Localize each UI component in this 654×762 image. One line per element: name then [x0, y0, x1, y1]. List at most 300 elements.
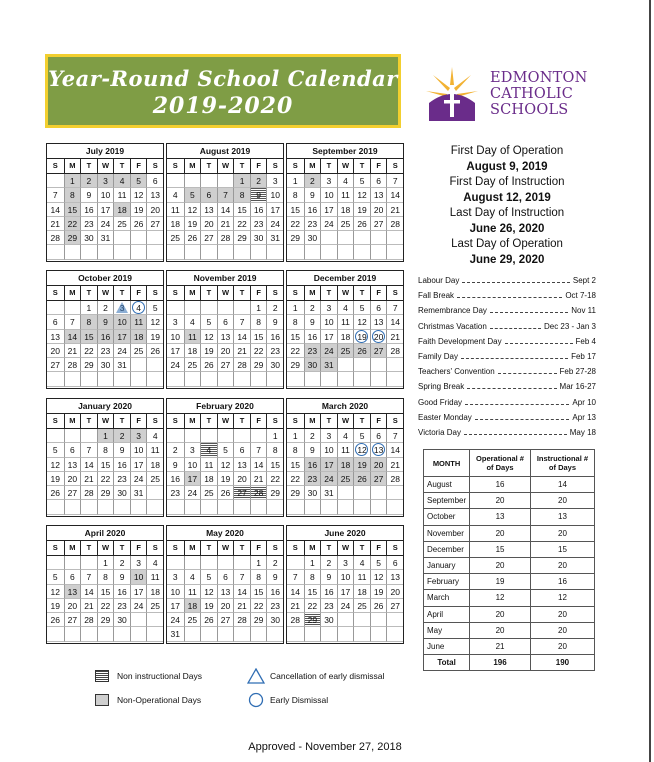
day-cell: 28: [287, 613, 304, 627]
empty-cell: [184, 627, 201, 641]
day-cell: 25: [146, 472, 163, 486]
day-cell: 11: [200, 458, 217, 472]
month-calendar: [166, 270, 284, 389]
empty-cell: [386, 486, 403, 500]
day-cell: 3: [337, 556, 354, 570]
weekday-label: T: [113, 541, 130, 555]
leader-line: [490, 312, 568, 313]
empty-cell: [200, 245, 217, 259]
month-calendar: [46, 270, 164, 389]
day-cell: 22: [233, 217, 250, 231]
empty-cell: [304, 627, 321, 641]
weekday-label: W: [337, 414, 354, 428]
day-cell: 27: [146, 217, 163, 231]
count-cell: 20: [530, 525, 594, 541]
empty-cell: [146, 358, 163, 372]
empty-cell: [233, 556, 250, 570]
day-cell: 2: [304, 174, 321, 188]
column-header: Instructional # of Days: [530, 450, 594, 477]
empty-cell: [80, 429, 97, 443]
day-cell: 20: [64, 599, 81, 613]
day-cell: 2: [320, 556, 337, 570]
weekday-label: S: [266, 159, 283, 173]
day-cell: 27: [370, 472, 387, 486]
weekday-label: S: [266, 414, 283, 428]
day-cell: 31: [97, 231, 114, 245]
event-row: [418, 382, 596, 397]
day-cell: 13: [370, 443, 387, 457]
count-cell: 20: [530, 622, 594, 638]
weekday-label: T: [113, 286, 130, 300]
weekday-label: S: [52, 543, 58, 552]
empty-cell: [80, 372, 97, 386]
day-cell: 27: [370, 344, 387, 358]
empty-cell: [130, 613, 147, 627]
empty-cell: [353, 231, 370, 245]
day-cell: 2: [80, 174, 97, 188]
weekday-label: M: [304, 286, 321, 300]
count-cell: 15: [470, 541, 531, 557]
day-cell: 25: [337, 217, 354, 231]
day-cell: 29: [80, 358, 97, 372]
leader-line: [490, 328, 541, 329]
empty-cell: [97, 372, 114, 386]
empty-cell: [64, 500, 81, 514]
day-cell: 26: [353, 344, 370, 358]
day-cell: 5: [200, 315, 217, 329]
day-cell: 18: [337, 203, 354, 217]
event-row: [418, 291, 596, 306]
day-cell: 8: [250, 315, 267, 329]
day-cell: 5: [146, 301, 163, 315]
empty-cell: [130, 231, 147, 245]
day-cell: 18: [337, 330, 354, 344]
month-cell: June: [424, 638, 470, 654]
event-date: Mar 16-27: [559, 382, 596, 392]
empty-cell: [146, 245, 163, 259]
day-cell: 28: [386, 472, 403, 486]
day-cell: 4: [146, 429, 163, 443]
leader-line: [461, 358, 568, 359]
leader-line: [457, 297, 562, 298]
day-cell: 8: [80, 315, 97, 329]
count-cell: 16: [470, 477, 531, 493]
day-cell: 26: [370, 599, 387, 613]
day-cell: 7: [233, 570, 250, 584]
weekday-label: S: [172, 416, 178, 425]
day-cell: 27: [64, 613, 81, 627]
key-date-value: August 12, 2019: [463, 191, 551, 204]
key-date-label: Last Day of Operation: [451, 238, 563, 250]
day-cell: 19: [184, 217, 201, 231]
day-cell: 8: [304, 570, 321, 584]
day-cell: 22: [64, 217, 81, 231]
empty-cell: [287, 245, 304, 259]
day-cell: 10: [266, 188, 283, 202]
empty-cell: [80, 245, 97, 259]
day-cell: 24: [320, 472, 337, 486]
count-cell: 13: [470, 509, 531, 525]
weekday-header: [47, 286, 163, 301]
day-cell: 2: [266, 301, 283, 315]
empty-cell: [146, 627, 163, 641]
leader-line: [475, 419, 570, 420]
day-cell: 10: [320, 443, 337, 457]
event-date: Feb 4: [575, 336, 596, 346]
day-cell: 14: [386, 315, 403, 329]
weekday-label: M: [64, 414, 81, 428]
count-cell: 20: [470, 525, 531, 541]
day-cell: 30: [304, 358, 321, 372]
weekday-header: [167, 159, 283, 174]
day-cell: 9: [320, 570, 337, 584]
day-cell: 17: [113, 330, 130, 344]
weekday-label: S: [146, 159, 163, 173]
key-date-label: First Day of Operation: [450, 145, 564, 157]
day-cell: 18: [200, 472, 217, 486]
day-cell: 29: [304, 613, 321, 627]
day-cell: 20: [217, 599, 234, 613]
day-cell: 20: [47, 344, 64, 358]
count-cell: 20: [530, 606, 594, 622]
weekday-label: F: [370, 541, 387, 555]
day-grid: [167, 174, 283, 260]
day-cell: 1: [64, 174, 81, 188]
key-date-value: June 26, 2020: [469, 222, 545, 235]
day-cell: 28: [217, 231, 234, 245]
weekday-label: W: [97, 159, 114, 173]
day-cell: 8: [97, 443, 114, 457]
day-cell: 30: [250, 231, 267, 245]
day-cell: 22: [304, 599, 321, 613]
day-cell: 11: [113, 188, 130, 202]
day-cell: 28: [80, 486, 97, 500]
month-title: December 2019: [287, 271, 403, 286]
day-cell: 12: [353, 443, 370, 457]
day-cell: 26: [200, 358, 217, 372]
weekday-label: T: [233, 159, 250, 173]
weekday-label: S: [266, 541, 283, 555]
weekday-label: T: [113, 414, 130, 428]
event-row: [418, 306, 596, 321]
calendar-banner: [45, 54, 401, 128]
total-cell: 190: [530, 655, 594, 671]
empty-cell: [217, 301, 234, 315]
day-cell: 9: [304, 315, 321, 329]
weekday-label: T: [233, 541, 250, 555]
empty-cell: [167, 372, 184, 386]
day-cell: 28: [47, 231, 64, 245]
month-cell: February: [424, 574, 470, 590]
empty-cell: [200, 556, 217, 570]
day-cell: 8: [287, 443, 304, 457]
empty-cell: [233, 245, 250, 259]
empty-cell: [320, 500, 337, 514]
day-cell: 31: [320, 358, 337, 372]
day-cell: 17: [266, 203, 283, 217]
day-cell: 20: [233, 472, 250, 486]
day-cell: 18: [113, 203, 130, 217]
weekday-header: [287, 286, 403, 301]
day-cell: 20: [146, 203, 163, 217]
empty-cell: [184, 372, 201, 386]
month-calendar: [166, 143, 284, 262]
day-cell: 24: [97, 217, 114, 231]
day-cell: 18: [184, 344, 201, 358]
day-cell: 27: [370, 217, 387, 231]
legend-label: Non instructional Days: [117, 671, 203, 681]
empty-cell: [353, 358, 370, 372]
day-cell: 14: [47, 203, 64, 217]
day-cell: 30: [97, 358, 114, 372]
day-cell: 24: [130, 472, 147, 486]
month-calendar: [46, 398, 164, 517]
count-cell: 20: [470, 606, 531, 622]
day-cell: 11: [184, 330, 201, 344]
empty-cell: [320, 245, 337, 259]
day-cell: 6: [370, 429, 387, 443]
day-cell: 6: [370, 174, 387, 188]
legend-label: Non-Operational Days: [117, 695, 202, 705]
weekday-label: S: [172, 288, 178, 297]
empty-cell: [386, 500, 403, 514]
month-cell: November: [424, 525, 470, 541]
day-cell: 7: [217, 188, 234, 202]
empty-cell: [113, 231, 130, 245]
weekday-label: T: [353, 159, 370, 173]
day-cell: 8: [64, 188, 81, 202]
weekday-label: F: [130, 286, 147, 300]
day-cell: 5: [353, 301, 370, 315]
month-cell: August: [424, 477, 470, 493]
day-cell: 11: [146, 443, 163, 457]
non-operational-swatch: [95, 694, 109, 706]
day-cell: 7: [80, 443, 97, 457]
approval-note: Approved - November 27, 2018: [248, 741, 402, 753]
legend-item-non-instructional: [95, 670, 202, 682]
day-cell: 30: [320, 613, 337, 627]
empty-cell: [97, 627, 114, 641]
weekday-label: S: [146, 414, 163, 428]
legend-item-early-dismissal: [247, 692, 328, 708]
count-cell: 21: [470, 638, 531, 654]
weekday-label: S: [292, 543, 298, 552]
day-cell: 30: [113, 486, 130, 500]
legend-item-cancellation: [247, 668, 384, 684]
empty-cell: [130, 358, 147, 372]
day-cell: 24: [130, 599, 147, 613]
day-cell: 14: [250, 458, 267, 472]
legend-item-non-operational: [95, 694, 201, 706]
day-cell: 21: [80, 472, 97, 486]
weekday-label: T: [80, 286, 97, 300]
key-date-label: Last Day of Instruction: [449, 207, 565, 219]
day-cell: 4: [130, 301, 147, 315]
weekday-label: T: [233, 286, 250, 300]
day-cell: 15: [287, 458, 304, 472]
event-row: [418, 398, 596, 413]
table-row: [424, 606, 595, 622]
day-cell: 13: [47, 330, 64, 344]
month-calendar: [166, 525, 284, 644]
weekday-label: T: [233, 414, 250, 428]
day-cell: 1: [80, 301, 97, 315]
weekday-header: [287, 159, 403, 174]
day-cell: 11: [167, 203, 184, 217]
day-cell: 16: [113, 585, 130, 599]
weekday-label: W: [217, 286, 234, 300]
empty-cell: [250, 245, 267, 259]
day-cell: 15: [64, 203, 81, 217]
day-cell: 12: [200, 585, 217, 599]
empty-cell: [370, 486, 387, 500]
day-cell: 7: [250, 443, 267, 457]
day-cell: 23: [304, 472, 321, 486]
day-cell: 9: [304, 188, 321, 202]
day-cell: 14: [80, 458, 97, 472]
empty-cell: [47, 245, 64, 259]
day-cell: 13: [386, 570, 403, 584]
weekday-label: F: [250, 541, 267, 555]
weekday-label: M: [184, 159, 201, 173]
weekday-label: F: [130, 159, 147, 173]
empty-cell: [370, 245, 387, 259]
day-cell: 9: [113, 443, 130, 457]
weekday-label: S: [386, 541, 403, 555]
day-cell: 22: [287, 472, 304, 486]
day-cell: 5: [130, 174, 147, 188]
empty-cell: [353, 372, 370, 386]
weekday-label: T: [353, 286, 370, 300]
ecs-logo-icon: [423, 63, 481, 125]
banner-year: 2019-2020: [152, 93, 294, 119]
empty-cell: [250, 429, 267, 443]
day-cell: 17: [320, 458, 337, 472]
day-cell: 23: [266, 599, 283, 613]
table-row: [424, 477, 595, 493]
day-cell: 22: [97, 472, 114, 486]
weekday-label: W: [337, 541, 354, 555]
day-cell: 12: [217, 458, 234, 472]
day-cell: 9: [266, 570, 283, 584]
empty-cell: [370, 627, 387, 641]
count-cell: 14: [530, 477, 594, 493]
day-cell: 4: [184, 315, 201, 329]
day-cell: 1: [250, 556, 267, 570]
day-cell: 17: [167, 344, 184, 358]
empty-cell: [337, 486, 354, 500]
day-cell: 14: [386, 443, 403, 457]
ecs-logo: [423, 60, 593, 130]
day-cell: 27: [47, 358, 64, 372]
day-cell: 16: [266, 330, 283, 344]
empty-cell: [233, 429, 250, 443]
empty-cell: [167, 429, 184, 443]
day-cell: 18: [130, 330, 147, 344]
weekday-label: F: [250, 286, 267, 300]
empty-cell: [184, 429, 201, 443]
month-title: July 2019: [47, 144, 163, 159]
empty-cell: [370, 231, 387, 245]
day-cell: 7: [47, 188, 64, 202]
day-cell: 4: [353, 556, 370, 570]
day-cell: 29: [266, 486, 283, 500]
day-cell: 13: [217, 585, 234, 599]
day-cell: 19: [370, 585, 387, 599]
day-cell: 29: [287, 358, 304, 372]
empty-cell: [200, 500, 217, 514]
day-cell: 25: [200, 486, 217, 500]
empty-cell: [47, 429, 64, 443]
day-cell: 13: [233, 458, 250, 472]
day-cell: 14: [80, 585, 97, 599]
event-date: Feb 17: [571, 351, 596, 361]
weekday-label: F: [370, 286, 387, 300]
day-cell: 7: [386, 429, 403, 443]
day-cell: 6: [217, 315, 234, 329]
empty-cell: [184, 174, 201, 188]
month-title: November 2019: [167, 271, 283, 286]
weekday-header: [47, 159, 163, 174]
day-cell: 24: [184, 486, 201, 500]
event-date: Oct 7-18: [565, 291, 596, 301]
month-cell: April: [424, 606, 470, 622]
day-cell: 21: [64, 344, 81, 358]
day-grid: [167, 301, 283, 387]
empty-cell: [386, 358, 403, 372]
day-cell: 5: [47, 570, 64, 584]
count-cell: 20: [530, 493, 594, 509]
month-title: June 2020: [287, 526, 403, 541]
day-cell: 20: [200, 217, 217, 231]
day-cell: 23: [97, 344, 114, 358]
day-cell: 1: [233, 174, 250, 188]
day-cell: 23: [113, 472, 130, 486]
weekday-label: F: [370, 414, 387, 428]
day-cell: 1: [287, 429, 304, 443]
event-name: Victoria Day: [418, 427, 461, 437]
weekday-label: F: [370, 159, 387, 173]
day-cell: 28: [386, 344, 403, 358]
day-cell: 9: [80, 188, 97, 202]
empty-cell: [217, 245, 234, 259]
day-cell: 15: [97, 585, 114, 599]
weekday-label: F: [250, 414, 267, 428]
count-cell: 20: [530, 638, 594, 654]
day-cell: 22: [80, 344, 97, 358]
empty-cell: [353, 245, 370, 259]
event-name: Easter Monday: [418, 412, 472, 422]
empty-cell: [200, 372, 217, 386]
day-cell: 15: [304, 585, 321, 599]
day-cell: 15: [287, 330, 304, 344]
weekday-header: [287, 541, 403, 556]
weekday-label: S: [172, 543, 178, 552]
weekday-label: F: [250, 159, 267, 173]
day-cell: 23: [304, 217, 321, 231]
day-cell: 27: [64, 486, 81, 500]
empty-cell: [287, 556, 304, 570]
day-cell: 12: [184, 203, 201, 217]
empty-cell: [130, 372, 147, 386]
day-cell: 8: [287, 315, 304, 329]
empty-cell: [233, 500, 250, 514]
table-row: [424, 493, 595, 509]
day-cell: 19: [353, 330, 370, 344]
empty-cell: [47, 372, 64, 386]
empty-cell: [337, 613, 354, 627]
day-cell: 19: [353, 203, 370, 217]
